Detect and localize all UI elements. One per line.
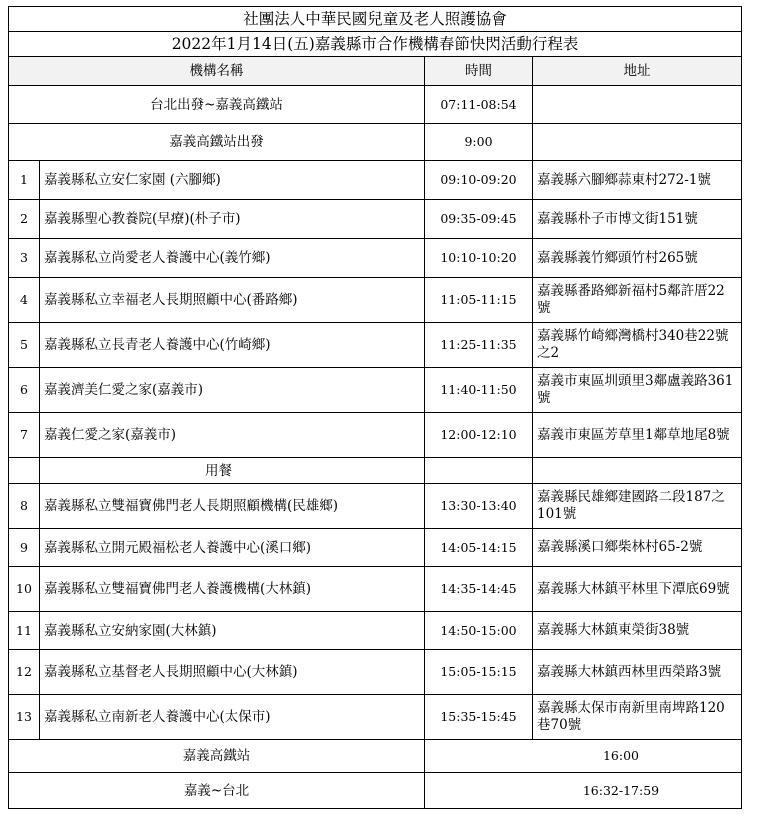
- visit-time: 11:25-11:35: [425, 323, 533, 368]
- pre-row: [9, 86, 742, 124]
- header-row: [9, 57, 742, 86]
- institution-name: 嘉義縣私立尚愛老人養護中心(義竹鄉): [40, 239, 425, 278]
- pre-row-address: [533, 86, 742, 124]
- row-number: 6: [9, 368, 40, 413]
- schedule-table: [8, 6, 742, 809]
- row-number: 5: [9, 323, 40, 368]
- institution-address: 嘉義縣義竹鄉頭竹村265號: [533, 239, 742, 278]
- table-row: [9, 278, 742, 323]
- table-row: [9, 612, 742, 650]
- visit-time: 12:00-12:10: [425, 413, 533, 458]
- lunch-number: [9, 458, 40, 484]
- pre-row-label: 台北出發~嘉義高鐵站: [9, 86, 425, 124]
- visit-time: 14:35-14:45: [425, 567, 533, 612]
- post-row: [9, 740, 742, 773]
- header-address: 地址: [533, 57, 742, 86]
- table-row: [9, 161, 742, 200]
- institution-name: 嘉義仁愛之家(嘉義市): [40, 413, 425, 458]
- institution-address: 嘉義市東區芳草里1鄰草地尾8號: [533, 413, 742, 458]
- institution-name: 嘉義縣私立長青老人養護中心(竹崎鄉): [40, 323, 425, 368]
- pre-row-time: 9:00: [425, 124, 533, 161]
- institution-name: 嘉義縣私立安仁家園 (六腳鄉): [40, 161, 425, 200]
- visit-time: 11:40-11:50: [425, 368, 533, 413]
- row-number: 7: [9, 413, 40, 458]
- institution-name: 嘉義縣私立基督老人長期照顧中心(大林鎮): [40, 650, 425, 695]
- row-number: 13: [9, 695, 40, 740]
- table-row: [9, 413, 742, 458]
- institution-address: 嘉義縣溪口鄉柴林村65-2號: [533, 529, 742, 567]
- visit-time: 14:50-15:00: [425, 612, 533, 650]
- institution-address: 嘉義市東區圳頭里3鄰盧義路361號: [533, 368, 742, 413]
- institution-name: 嘉義縣私立開元殿福松老人養護中心(溪口鄉): [40, 529, 425, 567]
- row-number: 11: [9, 612, 40, 650]
- pre-row-time: 07:11-08:54: [425, 86, 533, 124]
- visit-time: 13:30-13:40: [425, 484, 533, 529]
- institution-address: 嘉義縣番路鄉新福村5鄰許厝22號: [533, 278, 742, 323]
- row-number: 3: [9, 239, 40, 278]
- lunch-address: [533, 458, 742, 484]
- header-name: 機構名稱: [9, 57, 425, 86]
- institution-address: 嘉義縣大林鎮東榮街38號: [533, 612, 742, 650]
- row-number: 10: [9, 567, 40, 612]
- post-row-time: 16:32-17:59: [425, 773, 742, 809]
- visit-time: 15:35-15:45: [425, 695, 533, 740]
- institution-name: 嘉義縣私立安納家園(大林鎮): [40, 612, 425, 650]
- table-row: [9, 529, 742, 567]
- row-number: 4: [9, 278, 40, 323]
- institution-address: 嘉義縣朴子市博文街151號: [533, 200, 742, 239]
- lunch-time: [425, 458, 533, 484]
- visit-time: 09:35-09:45: [425, 200, 533, 239]
- table-row: [9, 239, 742, 278]
- row-number: 1: [9, 161, 40, 200]
- row-number: 2: [9, 200, 40, 239]
- pre-row-address: [533, 124, 742, 161]
- table-row: [9, 484, 742, 529]
- institution-name: 嘉義縣私立雙福寶佛門老人養護機構(大林鎮): [40, 567, 425, 612]
- subtitle-row: [9, 32, 742, 57]
- institution-name: 嘉義縣私立南新老人養護中心(太保市): [40, 695, 425, 740]
- lunch-row: [9, 458, 742, 484]
- table-row: [9, 650, 742, 695]
- visit-time: 11:05-11:15: [425, 278, 533, 323]
- post-row: [9, 773, 742, 809]
- lunch-label: 用餐: [40, 458, 425, 484]
- institution-name: 嘉義縣聖心教養院(早療)(朴子市): [40, 200, 425, 239]
- row-number: 9: [9, 529, 40, 567]
- table-row: [9, 368, 742, 413]
- pre-row: [9, 124, 742, 161]
- visit-time: 09:10-09:20: [425, 161, 533, 200]
- title-row: [9, 7, 742, 32]
- post-row-label: 嘉義~台北: [9, 773, 425, 809]
- table-row: [9, 695, 742, 740]
- visit-time: 10:10-10:20: [425, 239, 533, 278]
- document-subtitle: 2022年1月14日(五)嘉義縣市合作機構春節快閃活動行程表: [9, 32, 742, 57]
- institution-address: 嘉義縣大林鎮西林里西榮路3號: [533, 650, 742, 695]
- visit-time: 15:05-15:15: [425, 650, 533, 695]
- institution-address: 嘉義縣大林鎮平林里下潭底69號: [533, 567, 742, 612]
- institution-name: 嘉義縣私立雙福寶佛門老人長期照顧機構(民雄鄉): [40, 484, 425, 529]
- table-row: [9, 200, 742, 239]
- institution-address: 嘉義縣六腳鄉蒜東村272-1號: [533, 161, 742, 200]
- table-row: [9, 567, 742, 612]
- table-row: [9, 323, 742, 368]
- institution-name: 嘉義濟美仁愛之家(嘉義市): [40, 368, 425, 413]
- institution-address: 嘉義縣太保市南新里南埤路120巷70號: [533, 695, 742, 740]
- document-title: 社團法人中華民國兒童及老人照護協會: [9, 7, 742, 32]
- header-time: 時間: [425, 57, 533, 86]
- institution-address: 嘉義縣竹崎鄉灣橋村340巷22號之2: [533, 323, 742, 368]
- row-number: 8: [9, 484, 40, 529]
- institution-address: 嘉義縣民雄鄉建國路二段187之101號: [533, 484, 742, 529]
- post-row-label: 嘉義高鐵站: [9, 740, 425, 773]
- post-row-time: 16:00: [425, 740, 742, 773]
- row-number: 12: [9, 650, 40, 695]
- pre-row-label: 嘉義高鐵站出發: [9, 124, 425, 161]
- institution-name: 嘉義縣私立幸福老人長期照顧中心(番路鄉): [40, 278, 425, 323]
- visit-time: 14:05-14:15: [425, 529, 533, 567]
